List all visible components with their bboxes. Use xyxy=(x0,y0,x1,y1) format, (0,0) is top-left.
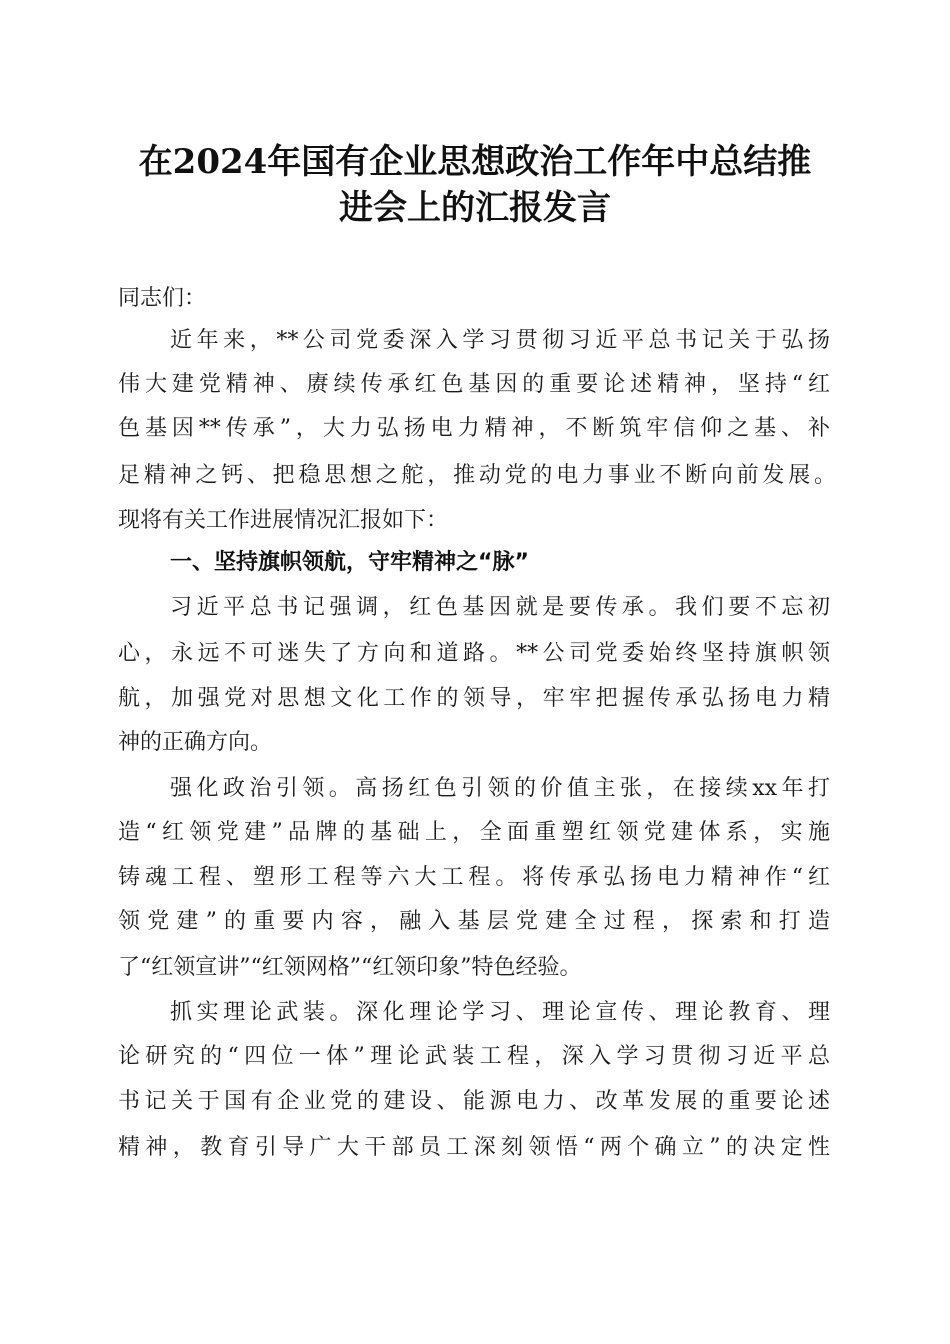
paragraph-2-line-2: 心，永远不可迷失了方向和道路。**公司党委始终坚持旗帜领 xyxy=(118,641,830,666)
paragraph-1-line-1: 近年来，**公司党委深入学习贯彻习近平总书记关于弘扬 xyxy=(170,328,830,353)
paragraph-3-line-2: 造“红领党建”品牌的基础上，全面重塑红领党建体系，实施 xyxy=(118,820,830,845)
document-title-line-2: 进会上的汇报发言 xyxy=(339,188,611,228)
paragraph-1-line-5: 现将有关工作进展情况汇报如下： xyxy=(118,508,449,533)
paragraph-2-line-4: 神的正确方向。 xyxy=(118,730,273,755)
salutation: 同志们： xyxy=(118,286,207,311)
paragraph-1-line-2: 伟大建党精神、赓续传承红色基因的重要论述精神，坚持“红 xyxy=(118,372,830,397)
paragraph-4-line-1: 抓实理论武装。深化理论学习、理论宣传、理论教育、理 xyxy=(170,1000,830,1025)
paragraph-1-line-4: 足精神之钙、把稳思想之舵，推动党的电力事业不断向前发展。 xyxy=(118,463,836,488)
paragraph-3-line-3: 铸魂工程、塑形工程等六大工程。将传承弘扬电力精神作“红 xyxy=(118,865,830,890)
section-heading: 一、坚持旗帜领航，守牢精神之“脉” xyxy=(170,550,529,575)
paragraph-1-line-3: 色基因**传承”，大力弘扬电力精神，不断筑牢信仰之基、补 xyxy=(118,416,830,441)
paragraph-3-line-4: 领党建”的重要内容，融入基层党建全过程，探索和打造 xyxy=(118,909,830,934)
paragraph-2-line-1: 习近平总书记强调，红色基因就是要传承。我们要不忘初 xyxy=(170,595,830,620)
paragraph-2-line-3: 航，加强党对思想文化工作的领导，牢牢把握传承弘扬电力精 xyxy=(118,686,830,711)
paragraph-3-line-1: 强化政治引领。高扬红色引领的价值主张，在接续xx年打 xyxy=(170,776,830,801)
document-title-line-1: 在2024年国有企业思想政治工作年中总结推 xyxy=(138,142,812,182)
paragraph-4-line-4: 精神，教育引导广大干部员工深刻领悟“两个确立”的决定性 xyxy=(118,1135,830,1160)
paragraph-4-line-3: 书记关于国有企业党的建设、能源电力、改革发展的重要论述 xyxy=(118,1089,830,1114)
paragraph-4-line-2: 论研究的“四位一体”理论武装工程，深入学习贯彻习近平总 xyxy=(118,1044,830,1069)
paragraph-3-line-5: 了“红领宣讲”“红领网格”“红领印象”特色经验。 xyxy=(118,955,582,980)
